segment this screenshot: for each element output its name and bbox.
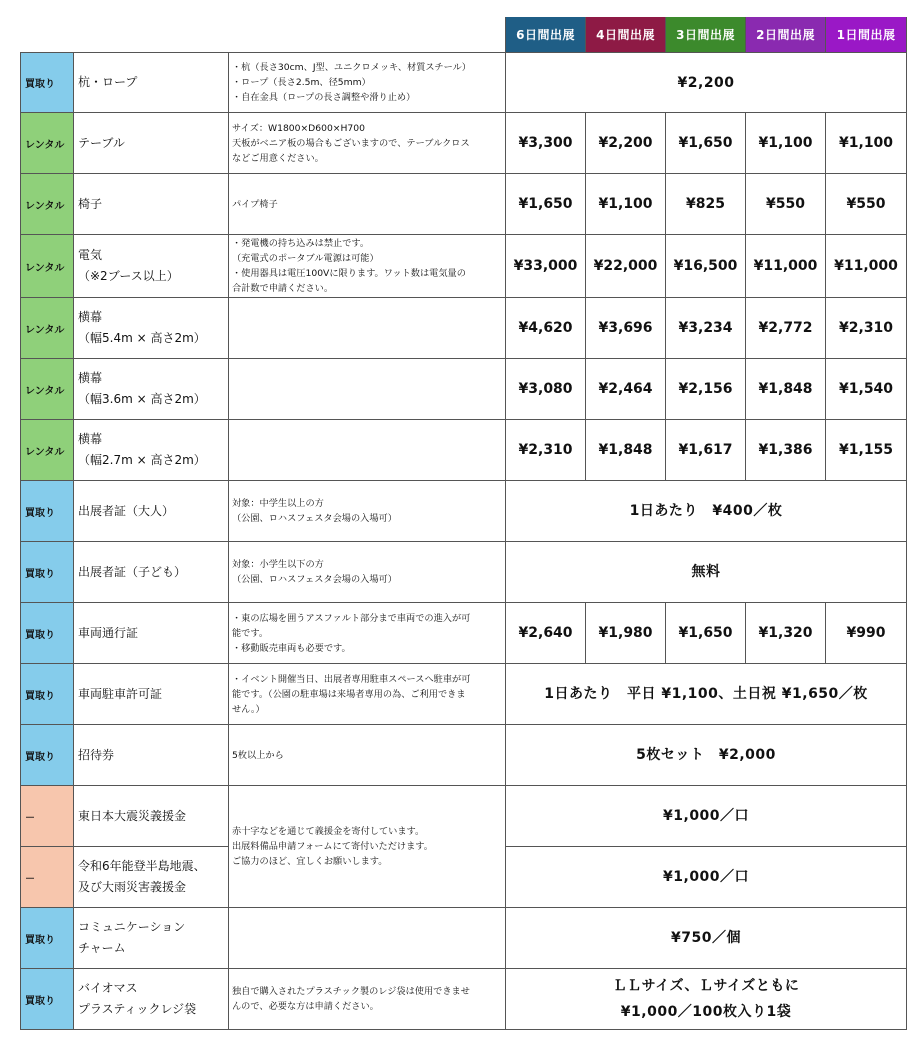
header-3-days: 3日間出展 xyxy=(666,17,746,53)
description-line: パイプ椅子 xyxy=(232,198,278,210)
item-description xyxy=(229,481,506,542)
type-cell: レンタル xyxy=(21,113,74,174)
price-cell: ¥1,100 xyxy=(586,174,666,235)
type-cell: レンタル xyxy=(21,420,74,481)
type-cell: レンタル xyxy=(21,235,74,298)
price-cell: ¥1,100 xyxy=(826,113,907,174)
price-cell: ¥11,000 xyxy=(746,235,826,298)
header-blank xyxy=(21,17,506,53)
item-name xyxy=(74,420,229,481)
price-cell: ¥990 xyxy=(826,603,907,664)
item-name xyxy=(74,664,229,725)
description-line: （公園、ロハスフェスタ会場の入場可） xyxy=(232,574,397,585)
price-cell: ¥1,540 xyxy=(826,359,907,420)
item-name xyxy=(74,53,229,113)
price-cell: ¥2,640 xyxy=(506,603,586,664)
description-line: 出展料備品申請フォームにて寄付いただけます。 xyxy=(232,841,433,852)
type-cell: 買取り xyxy=(21,969,74,1030)
description-line: ・東の広場を囲うアスファルト部分まで車両での進入が可 xyxy=(232,612,471,624)
item-name-line: 横幕 xyxy=(78,310,103,324)
item-name-line: プラスティックレジ袋 xyxy=(78,1002,197,1016)
merged-price-cell xyxy=(506,847,907,908)
header-row xyxy=(21,17,907,53)
description-line: 能です。 xyxy=(232,627,269,639)
merged-price-line: ¥1,000／口 xyxy=(663,808,750,824)
item-description xyxy=(229,725,506,786)
type-cell: － xyxy=(21,847,74,908)
item-description xyxy=(229,969,506,1030)
item-name-line: 横幕 xyxy=(78,432,103,446)
table-row xyxy=(21,725,907,786)
price-cell: ¥16,500 xyxy=(666,235,746,298)
merged-price-line: ¥1,000／口 xyxy=(663,869,750,885)
price-cell: ¥1,848 xyxy=(586,420,666,481)
price-cell: ¥1,650 xyxy=(666,113,746,174)
item-name xyxy=(74,359,229,420)
item-name xyxy=(74,481,229,542)
description-line: ・自在金具（ロープの長さ調整や滑り止め） xyxy=(232,92,416,103)
item-name-line: 出展者証（大人） xyxy=(78,503,175,518)
item-description xyxy=(229,53,506,113)
item-description xyxy=(229,113,506,174)
item-name xyxy=(74,969,229,1030)
table-row xyxy=(21,420,907,481)
table-row xyxy=(21,542,907,603)
type-cell: レンタル xyxy=(21,359,74,420)
description-line: せん。） xyxy=(232,703,265,715)
description-line: サイズ：W1800×D600×H700 xyxy=(232,122,365,134)
description-line: 能です。（公園の駐車場は来場者専用の為、ご利用できま xyxy=(232,688,466,700)
description-line: ・発電機の持ち込みは禁止です。 xyxy=(232,238,370,249)
type-cell: 買取り xyxy=(21,908,74,969)
type-cell: － xyxy=(21,786,74,847)
price-cell: ¥11,000 xyxy=(826,235,907,298)
description-line: ・移動販売車両も必要です。 xyxy=(232,642,351,654)
table-row xyxy=(21,113,907,174)
item-description xyxy=(229,174,506,235)
type-cell: 買取り xyxy=(21,53,74,113)
item-name-line: 電気 xyxy=(78,248,103,262)
table-row xyxy=(21,908,907,969)
price-cell: ¥1,320 xyxy=(746,603,826,664)
table-row xyxy=(21,664,907,725)
price-cell: ¥33,000 xyxy=(506,235,586,298)
type-cell: 買取り xyxy=(21,603,74,664)
price-cell: ¥2,200 xyxy=(586,113,666,174)
merged-price-cell xyxy=(506,908,907,969)
merged-price-line: ¥1,000／100枚入り1袋 xyxy=(620,1004,792,1020)
item-description xyxy=(229,603,506,664)
merged-price-line: 5枚セット ¥2,000 xyxy=(636,747,776,763)
item-name-line: 出展者証（子ども） xyxy=(78,564,187,579)
description-line: ご協力のほど、宜しくお願いします。 xyxy=(232,856,388,867)
table-row xyxy=(21,174,907,235)
price-cell: ¥2,310 xyxy=(826,298,907,359)
item-name xyxy=(74,235,229,298)
price-cell: ¥3,696 xyxy=(586,298,666,359)
item-description xyxy=(229,786,506,908)
item-name-line: （幅5.4m × 高さ2m） xyxy=(78,331,206,345)
type-cell: 買取り xyxy=(21,664,74,725)
item-name-line: 杭・ロープ xyxy=(78,75,138,89)
item-description xyxy=(229,908,506,969)
item-description xyxy=(229,359,506,420)
item-name-line: （幅2.7m × 高さ2m） xyxy=(78,453,206,467)
price-cell: ¥3,300 xyxy=(506,113,586,174)
header-2-days: 2日間出展 xyxy=(746,17,826,53)
merged-price-cell xyxy=(506,664,907,725)
merged-price-cell xyxy=(506,542,907,603)
price-cell: ¥3,080 xyxy=(506,359,586,420)
table-row xyxy=(21,235,907,298)
item-name-line: 招待券 xyxy=(78,747,115,762)
item-name xyxy=(74,908,229,969)
merged-price-cell xyxy=(506,969,907,1030)
item-name-line: （幅3.6m × 高さ2m） xyxy=(78,392,206,406)
item-name-line: チャーム xyxy=(78,941,126,955)
item-name xyxy=(74,847,229,908)
description-line: 天板がベニア板の場合もございますので、テーブルクロス xyxy=(232,137,470,149)
description-line: 対象：小学生以下の方 xyxy=(232,559,324,570)
table-row xyxy=(21,786,907,847)
price-cell: ¥1,650 xyxy=(506,174,586,235)
price-cell: ¥22,000 xyxy=(586,235,666,298)
price-cell: ¥2,310 xyxy=(506,420,586,481)
item-description xyxy=(229,235,506,298)
table-row xyxy=(21,298,907,359)
price-cell: ¥1,386 xyxy=(746,420,826,481)
item-name-line: テーブル xyxy=(78,135,125,150)
description-line: 5枚以上から xyxy=(232,749,284,761)
item-name-line: 令和6年能登半島地震、 xyxy=(78,859,206,873)
price-cell: ¥4,620 xyxy=(506,298,586,359)
price-cell: ¥1,100 xyxy=(746,113,826,174)
item-description xyxy=(229,298,506,359)
item-name xyxy=(74,786,229,847)
item-description xyxy=(229,420,506,481)
table-row xyxy=(21,481,907,542)
merged-price-cell xyxy=(506,725,907,786)
price-cell: ¥825 xyxy=(666,174,746,235)
merged-price-cell xyxy=(506,53,907,113)
description-line: 赤十字などを通じて義援金を寄付しています。 xyxy=(232,826,425,837)
price-cell: ¥550 xyxy=(826,174,907,235)
type-cell: 買取り xyxy=(21,542,74,603)
price-cell: ¥1,155 xyxy=(826,420,907,481)
merged-price-line: ＬＬサイズ、Ｌサイズともに xyxy=(612,978,800,994)
table-row xyxy=(21,969,907,1030)
header-6-days: 6日間出展 xyxy=(506,17,586,53)
merged-price-line: 1日あたり ¥400／枚 xyxy=(629,503,783,519)
type-cell: レンタル xyxy=(21,174,74,235)
table-row xyxy=(21,359,907,420)
price-cell: ¥1,617 xyxy=(666,420,746,481)
description-line: んので、必要な方は申請ください。 xyxy=(232,1001,379,1012)
description-line: （公園、ロハスフェスタ会場の入場可） xyxy=(232,513,397,524)
merged-price-cell xyxy=(506,786,907,847)
item-name-line: 車両駐車許可証 xyxy=(78,686,163,701)
type-cell: 買取り xyxy=(21,481,74,542)
price-table xyxy=(20,17,907,1030)
price-cell: ¥1,848 xyxy=(746,359,826,420)
description-line: 独自で購入されたプラスチック製のレジ袋は使用できませ xyxy=(232,986,470,997)
type-cell: 買取り xyxy=(21,725,74,786)
price-cell: ¥3,234 xyxy=(666,298,746,359)
item-name xyxy=(74,603,229,664)
description-line: 対象：中学生以上の方 xyxy=(232,498,324,509)
merged-price-line: ¥750／個 xyxy=(671,930,742,946)
item-name-line: コミュニケーション xyxy=(78,920,186,934)
description-line: 合計数で申請ください。 xyxy=(232,283,334,294)
description-line: ・使用器具は電圧100Vに限ります。ワット数は電気量の xyxy=(232,268,466,279)
item-name-line: （※2ブース以上） xyxy=(78,269,179,283)
description-line: ・イベント開催当日、出展者専用駐車スペースへ駐車が可 xyxy=(232,673,471,685)
type-cell: レンタル xyxy=(21,298,74,359)
table-row xyxy=(21,53,907,113)
table-row xyxy=(21,603,907,664)
price-cell: ¥2,464 xyxy=(586,359,666,420)
header-1-day: 1日間出展 xyxy=(826,17,907,53)
price-cell: ¥2,156 xyxy=(666,359,746,420)
description-line: ・杭（長さ30cm、J型、ユニクロメッキ、材質スチール） xyxy=(232,62,471,73)
item-description xyxy=(229,664,506,725)
item-name-line: 横幕 xyxy=(78,371,103,385)
header-4-days: 4日間出展 xyxy=(586,17,666,53)
merged-price-cell xyxy=(506,481,907,542)
table-body xyxy=(21,53,907,1030)
item-name xyxy=(74,725,229,786)
item-name-line: 及び大雨災害義援金 xyxy=(78,880,187,894)
item-name xyxy=(74,298,229,359)
merged-price-line: 1日あたり 平日 ¥1,100、土日祝 ¥1,650／枚 xyxy=(544,686,868,702)
item-name-line: 東日本大震災義援金 xyxy=(78,808,187,823)
description-line: などご用意ください。 xyxy=(232,152,324,164)
item-name-line: 椅子 xyxy=(78,196,103,211)
item-name xyxy=(74,174,229,235)
description-line: （充電式のポータブル電源は可能） xyxy=(232,253,379,264)
item-name-line: 車両通行証 xyxy=(78,625,139,640)
merged-price-line: 無料 xyxy=(691,564,721,580)
merged-price-line: ¥2,200 xyxy=(677,74,735,91)
description-line: ・ロープ（長さ2.5m、径5mm） xyxy=(232,77,371,88)
item-description xyxy=(229,542,506,603)
price-cell: ¥550 xyxy=(746,174,826,235)
item-name xyxy=(74,113,229,174)
price-cell: ¥1,980 xyxy=(586,603,666,664)
price-cell: ¥1,650 xyxy=(666,603,746,664)
item-name-line: バイオマス xyxy=(78,981,138,995)
price-cell: ¥2,772 xyxy=(746,298,826,359)
item-name xyxy=(74,542,229,603)
